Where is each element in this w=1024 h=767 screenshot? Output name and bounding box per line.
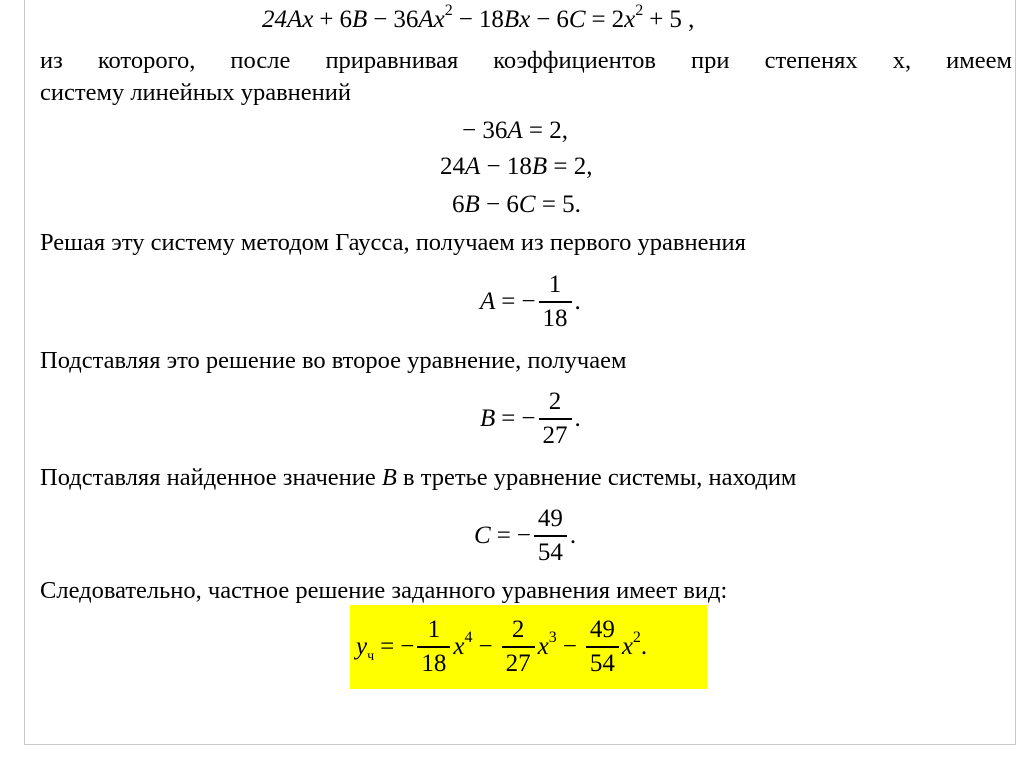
system-eq-1: − 36A = 2, — [462, 117, 568, 144]
paragraph-3: Подставляя это решение во второе уравнение, получаем — [40, 347, 627, 374]
system-eq-2: 24A − 18B = 2, — [440, 153, 593, 180]
paragraph-1-line-2: систему линейных уравнений — [40, 79, 351, 106]
paragraph-2: Решая эту систему методом Гаусса, получаем из первого уравнения — [40, 229, 746, 256]
slide-right-border — [1015, 0, 1016, 745]
fraction: $\frac{2}{27}$ — [502, 616, 535, 678]
slide-bottom-border — [24, 744, 1016, 745]
slide-left-border — [24, 0, 25, 745]
solution-a: A = − $\frac{1}{18}$ . — [480, 271, 581, 332]
paragraph-1-line-1: из которого, после приравнивая коэффициентов при степенях x, имеем — [40, 47, 1012, 74]
fraction: $\frac{2}{27}$ — [539, 388, 572, 450]
final-equation: $y_ч$ = − $\frac{1}{18}$ $x^4$ − $\frac{2}{27}$ $x^3$ − $\frac{49}{54}$ $x^2$ . — [356, 616, 648, 677]
solution-c: C = − $\frac{49}{54}$ . — [474, 505, 577, 566]
fraction: $\frac{49}{54}$ — [586, 616, 619, 678]
system-eq-3: 6B − 6C = 5. — [452, 191, 581, 218]
fraction: $\frac{1}{18}$ — [417, 616, 450, 678]
fraction: $\frac{49}{54}$ — [534, 505, 567, 567]
paragraph-4: Подставляя найденное значение B в третье уравнение системы, находим — [40, 464, 797, 491]
fraction: $\frac{1}{18}$ — [539, 271, 572, 333]
paragraph-5: Следовательно, частное решение заданного уравнения имеет вид: — [40, 577, 728, 604]
top-equation: 24Ax + 6B − 36Ax$^2$ − 18Bx − 6C = $2x^2$ + 5 , — [262, 2, 695, 33]
solution-b: B = − $\frac{2}{27}$ . — [480, 388, 581, 449]
